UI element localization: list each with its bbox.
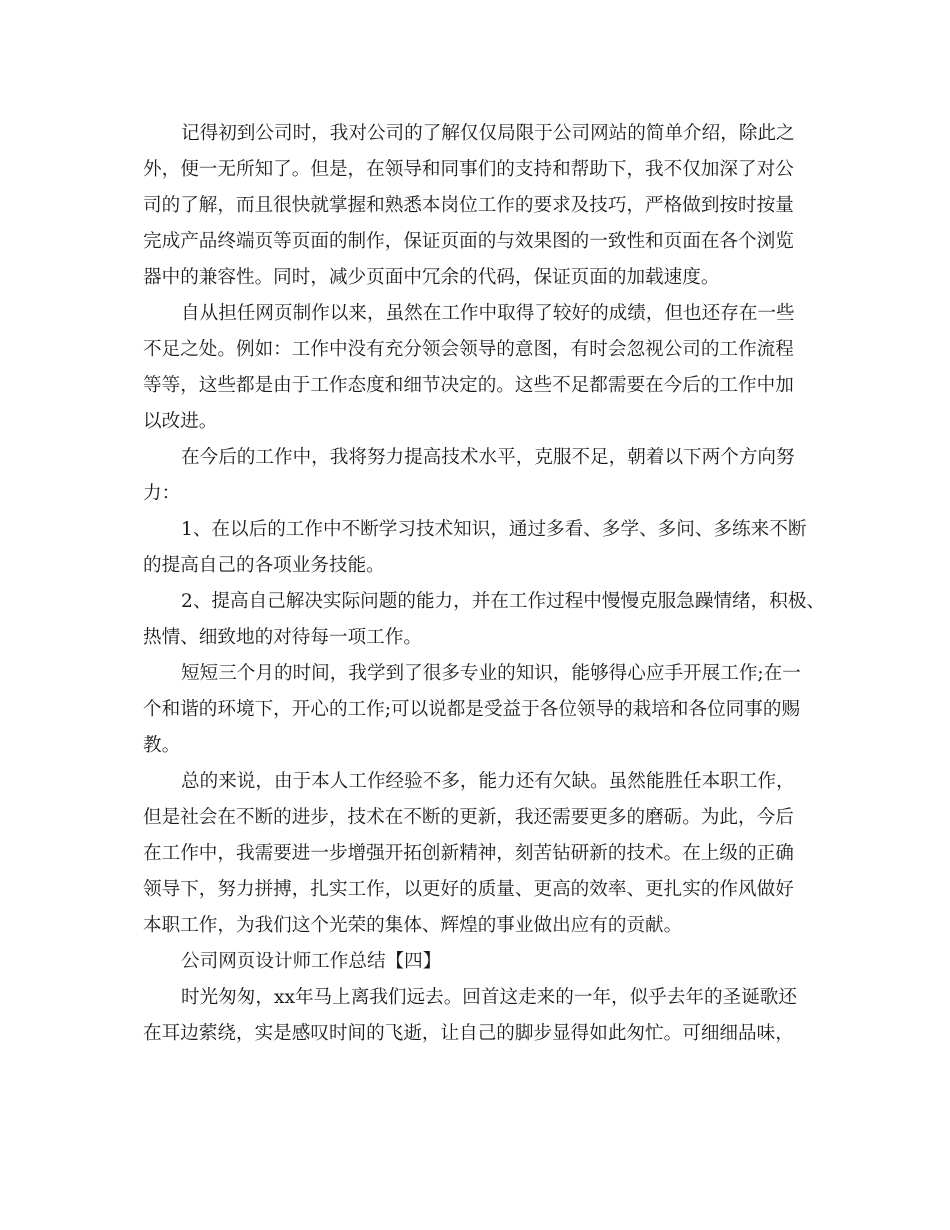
paragraph-line: 热情、细致地的对待每一项工作。 bbox=[143, 627, 422, 648]
paragraph-line: 不足之处。例如：工作中没有充分领会领导的意图，有时会忽视公司的工作流程 bbox=[143, 339, 794, 360]
paragraph bbox=[143, 584, 826, 656]
paragraph-line: 公司网页设计师工作总结【四】 bbox=[181, 951, 442, 972]
document-body bbox=[143, 116, 826, 1052]
paragraph-line: 在工作中，我需要进一步增强开拓创新精神，刻苦钻研新的技术。在上级的正确 bbox=[143, 843, 794, 864]
paragraph-line: 在今后的工作中，我将努力提高技术水平，克服不足，朝着以下两个方向努 bbox=[181, 447, 795, 468]
paragraph-line: 力： bbox=[143, 483, 181, 504]
paragraph-line: 总的来说，由于本人工作经验不多，能力还有欠缺。虽然能胜任本职工作， bbox=[181, 771, 795, 792]
paragraph-line: 司的了解，而且很快就掌握和熟悉本岗位工作的要求及技巧，严格做到按时按量 bbox=[143, 195, 794, 216]
paragraph bbox=[143, 980, 823, 1052]
paragraph-line: 1、在以后的工作中不断学习技术知识，通过多看、多学、多问、多练来不断 bbox=[181, 519, 807, 540]
paragraph bbox=[143, 656, 823, 764]
paragraph-line: 在耳边萦绕，实是感叹时间的飞逝，让自己的脚步显得如此匆忙。可细细品味， bbox=[143, 1023, 794, 1044]
paragraph bbox=[143, 944, 823, 980]
paragraph bbox=[143, 512, 823, 584]
paragraph-line: 个和谐的环境下，开心的工作;可以说都是受益于各位领导的栽培和各位同事的赐 bbox=[143, 699, 801, 720]
paragraph-line: 的提高自己的各项业务技能。 bbox=[143, 555, 385, 576]
paragraph-line: 完成产品终端页等页面的制作，保证页面的与效果图的一致性和页面在各个浏览 bbox=[143, 231, 794, 252]
paragraph-line: 记得初到公司时，我对公司的了解仅仅局限于公司网站的简单介绍，除此之 bbox=[181, 123, 795, 144]
paragraph-line: 本职工作，为我们这个光荣的集体、辉煌的事业做出应有的贡献。 bbox=[143, 915, 683, 936]
paragraph bbox=[143, 116, 823, 296]
paragraph bbox=[143, 764, 823, 944]
paragraph-line: 领导下，努力拼搏，扎实工作，以更好的质量、更高的效率、更扎实的作风做好 bbox=[143, 879, 794, 900]
paragraph-line: 以改进。 bbox=[143, 411, 218, 432]
paragraph-line: 等等，这些都是由于工作态度和细节决定的。这些不足都需要在今后的工作中加 bbox=[143, 375, 794, 396]
paragraph-line: 短短三个月的时间，我学到了很多专业的知识，能够得心应手开展工作;在一 bbox=[181, 663, 801, 684]
paragraph-line: 自从担任网页制作以来，虽然在工作中取得了较好的成绩，但也还存在一些 bbox=[181, 303, 795, 324]
paragraph bbox=[143, 296, 823, 440]
paragraph bbox=[143, 440, 823, 512]
paragraph-line: 教。 bbox=[143, 735, 181, 756]
paragraph-line: 但是社会在不断的进步，技术在不断的更新，我还需要更多的磨砺。为此，今后 bbox=[143, 807, 794, 828]
paragraph-line: 器中的兼容性。同时，减少页面中冗余的代码，保证页面的加载速度。 bbox=[143, 267, 720, 288]
paragraph-line: 2、提高自己解决实际问题的能力，并在工作过程中慢慢克服急躁情绪，积极、 bbox=[181, 591, 826, 612]
paragraph-line: 时光匆匆，xx年马上离我们远去。回首这走来的一年，似乎去年的圣诞歌还 bbox=[181, 987, 797, 1008]
paragraph-line: 外，便一无所知了。但是，在领导和同事们的支持和帮助下，我不仅加深了对公 bbox=[143, 159, 794, 180]
